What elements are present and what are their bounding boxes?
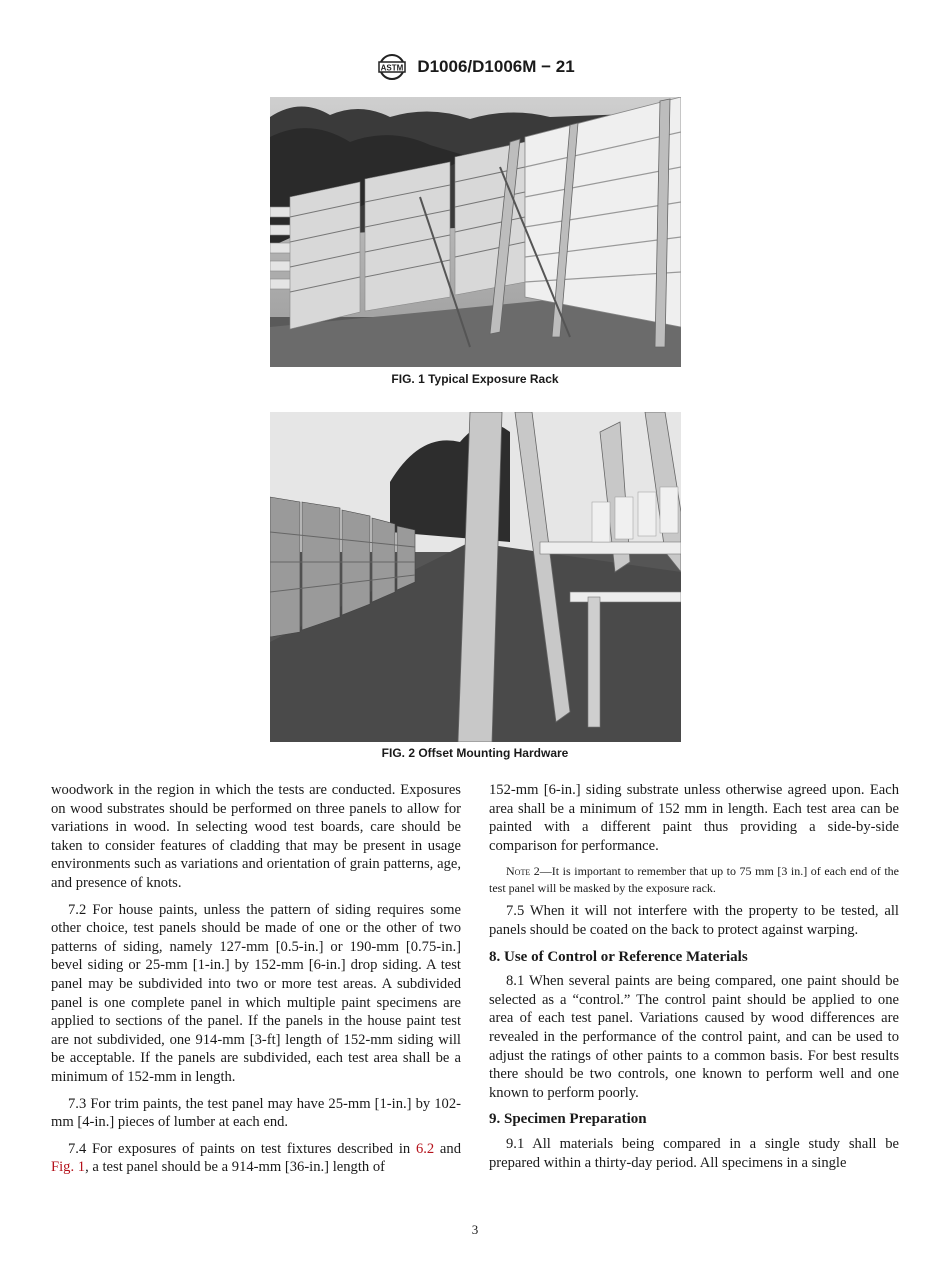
note-text: —It is important to remember that up to 75 mm [3 in.] of each end of the test panel will be masked by the exposure rack. — [489, 864, 899, 895]
left-column — [51, 781, 461, 1185]
note-label: Note 2 — [506, 864, 540, 879]
figure-1-caption: FIG. 1 Typical Exposure Rack — [391, 372, 559, 386]
note-2 — [489, 863, 899, 896]
paragraph-9-1: 9.1 All materials being compared in a single study shall be prepared within a thirty-day period. All specimens in a single — [489, 1135, 899, 1171]
paragraph-continued: woodwork in the region in which the tests are conducted. Exposures on wood substrates should be performed on three panels to allow for variations in wood. In selecting wood test boards, care should be taken to consider features of cladding that may be present in usage environments such as variations and orientation of grain patterns, age, and presence of knots. — [51, 782, 461, 891]
section-6-2-link[interactable]: 6.2 — [415, 1140, 435, 1157]
astm-logo-icon — [375, 52, 409, 82]
offset-mounting-photo — [270, 412, 681, 742]
paragraph-7-4 — [51, 1140, 461, 1177]
paragraph-7-2: 7.2 For house paints, unless the pattern of siding requires some other choice, test panels should be made of one or the other of two patterns of siding, namely 127-mm [0.5-in.] or 190-mm [0.75-in.] bevel siding or 25-mm [1-in.] by 152-mm [6-in.] drop siding. A test panel may be subdivided into two or more test areas. A subdivided panel is one complete panel in which multiple paint specimens are applied to sections of the panel. If the panels in the house paint test are not subdivided, one 914-mm [3-ft] length of 152-mm siding will be acceptable. If the panels are subdivided, each test area shall be a minimum of 152-mm in length. — [51, 901, 461, 1085]
right-column — [489, 781, 899, 1180]
paragraph-7-4-text-c: , a test panel should be a 914-mm [36-in.] length of — [85, 1159, 385, 1176]
paragraph-7-4-text-a: 7.4 For exposures of paints on test fixtures described in — [68, 1140, 411, 1157]
figure-2-caption: FIG. 2 Offset Mounting Hardware — [381, 746, 569, 760]
paragraph-7-4-text-b: and — [439, 1140, 461, 1157]
fig-1-link[interactable]: Fig. 1 — [51, 1159, 86, 1176]
section-9-heading: 9. Specimen Preparation — [489, 1111, 647, 1128]
page-number: 3 — [471, 1222, 479, 1237]
document-designation: D1006/D1006M − 21 — [417, 57, 575, 76]
figure-2 — [270, 412, 681, 742]
svg-text:ASTM: ASTM — [380, 63, 404, 73]
paragraph-7-3: 7.3 For trim paints, the test panel may have 25-mm [1-in.] by 102-mm [4-in.] pieces of lumber at each end. — [51, 1095, 461, 1131]
paragraph-7-4-continued: 152-mm [6-in.] siding substrate unless otherwise agreed upon. Each area shall be a minimum of 152 mm in length. Each test area can be painted with a different paint thus providing a side-by-side comparison for performance. — [489, 782, 899, 854]
figure-1 — [270, 97, 681, 367]
exposure-rack-photo — [270, 97, 681, 367]
paragraph-8-1: 8.1 When several paints are being compared, one paint should be selected as a “control.” The control paint should be applied to one area of each test panel. Variations caused by wood differences are revealed in the performance of the control paint, and can be used to adjust the ratings of other paints to a common basis. For best results there should be two controls, one known to perform well and one known to perform poorly. — [489, 973, 899, 1101]
paragraph-7-5: 7.5 When it will not interfere with the property to be tested, all panels should be coated on the back to protect against warping. — [489, 903, 899, 938]
section-8-heading: 8. Use of Control or Reference Materials — [489, 948, 748, 965]
page-header — [0, 52, 950, 82]
